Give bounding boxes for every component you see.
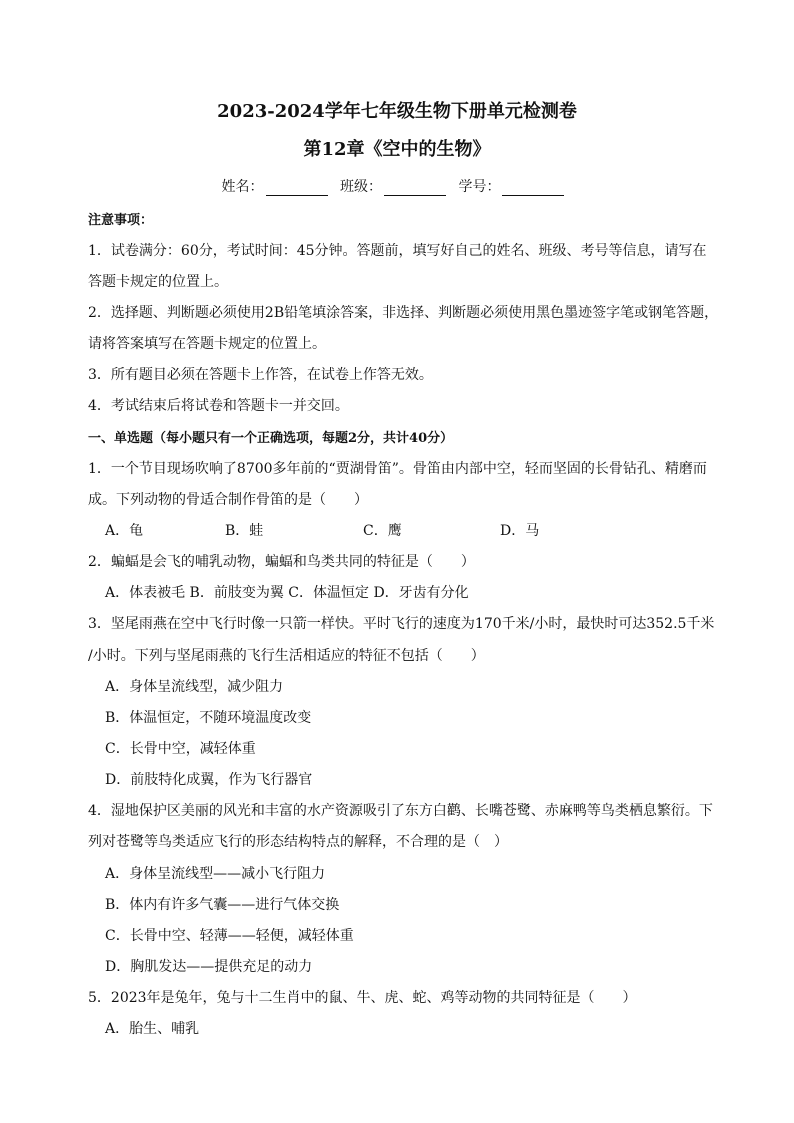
option-b[interactable]: B．体内有许多气囊——进行气体交换 bbox=[105, 897, 340, 913]
question-3-stem: 3．坚尾雨燕在空中飞行时像一只箭一样快。平时飞行的速度为170千米/小时，最快时可达352.5千米 bbox=[88, 616, 715, 632]
question-3-stem-cont: /小时。下列与坚尾雨燕的飞行生活相适应的特征不包括（ ） bbox=[88, 648, 485, 664]
exam-title: 2023-2024学年七年级生物下册单元检测卷 bbox=[217, 101, 577, 122]
note-line: 答题卡规定的位置上。 bbox=[88, 274, 228, 290]
notes-heading: 注意事项： bbox=[88, 213, 154, 228]
chapter-title: 第12章《空中的生物》 bbox=[303, 139, 491, 160]
option-a[interactable]: A．龟 bbox=[105, 523, 144, 539]
id-blank bbox=[502, 181, 564, 196]
question-2-options: A．体表被毛 B．前肢变为翼 C．体温恒定 D．牙齿有分化 bbox=[105, 585, 469, 601]
note-line: 请将答案填写在答题卡规定的位置上。 bbox=[88, 336, 326, 352]
option-c[interactable]: C．长骨中空，减轻体重 bbox=[105, 741, 256, 757]
student-info-row bbox=[0, 176, 794, 196]
note-line: 3．所有题目必须在答题卡上作答，在试卷上作答无效。 bbox=[88, 367, 433, 383]
section-heading: 一、单选题（每小题只有一个正确选项，每题2分，共计40分） bbox=[88, 431, 454, 446]
question-1-stem-cont: 成。下列动物的骨适合制作骨笛的是（ ） bbox=[88, 492, 368, 508]
note-line: 1．试卷满分：60分，考试时间：45分钟。答题前，填写好自己的姓名、班级、考号等信息，请写在 bbox=[88, 243, 707, 259]
option-d[interactable]: D．马 bbox=[500, 523, 540, 539]
id-label: 学号： bbox=[458, 179, 501, 195]
option-a[interactable]: A．身体呈流线型，减少阻力 bbox=[105, 679, 284, 695]
name-blank bbox=[266, 181, 328, 196]
option-c[interactable]: C．长骨中空、轻薄——轻便，减轻体重 bbox=[105, 928, 354, 944]
option-a[interactable]: A．身体呈流线型——减小飞行阻力 bbox=[105, 866, 326, 882]
question-1-options bbox=[105, 520, 539, 540]
question-1-stem: 1．一个节目现场吹响了8700多年前的“贾湖骨笛”。骨笛由内部中空，轻而坚固的长骨钻孔、精磨而 bbox=[88, 461, 707, 477]
option-a[interactable]: A．胎生、哺乳 bbox=[105, 1021, 200, 1037]
class-label: 班级： bbox=[340, 179, 382, 195]
option-b[interactable]: B．蛙 bbox=[225, 523, 264, 539]
option-d[interactable]: D．胸肌发达——提供充足的动力 bbox=[105, 959, 313, 975]
question-5-stem: 5．2023年是兔年，兔与十二生肖中的鼠、牛、虎、蛇、鸡等动物的共同特征是（ ） bbox=[88, 990, 637, 1006]
question-4-stem-cont: 列对苍鹭等鸟类适应飞行的形态结构特点的解释，不合理的是（ ） bbox=[88, 834, 508, 850]
question-2-stem: 2．蝙蝠是会飞的哺乳动物，蝙蝠和鸟类共同的特征是（ ） bbox=[88, 554, 475, 570]
option-c[interactable]: C．鹰 bbox=[363, 523, 402, 539]
option-d[interactable]: D．前肢特化成翼，作为飞行器官 bbox=[105, 772, 313, 788]
option-b[interactable]: B．体温恒定，不随环境温度改变 bbox=[105, 710, 312, 726]
class-blank bbox=[384, 181, 446, 196]
question-4-stem: 4．湿地保护区美丽的风光和丰富的水产资源吸引了东方白鹳、长嘴苍鹭、赤麻鸭等鸟类栖息繁衍。下 bbox=[88, 803, 713, 819]
note-line: 4．考试结束后将试卷和答题卡一并交回。 bbox=[88, 398, 349, 414]
note-line: 2．选择题、判断题必须使用2B铅笔填涂答案，非选择、判断题必须使用黑色墨迹签字笔或钢笔答题， bbox=[88, 305, 719, 321]
name-label: 姓名： bbox=[221, 179, 264, 195]
